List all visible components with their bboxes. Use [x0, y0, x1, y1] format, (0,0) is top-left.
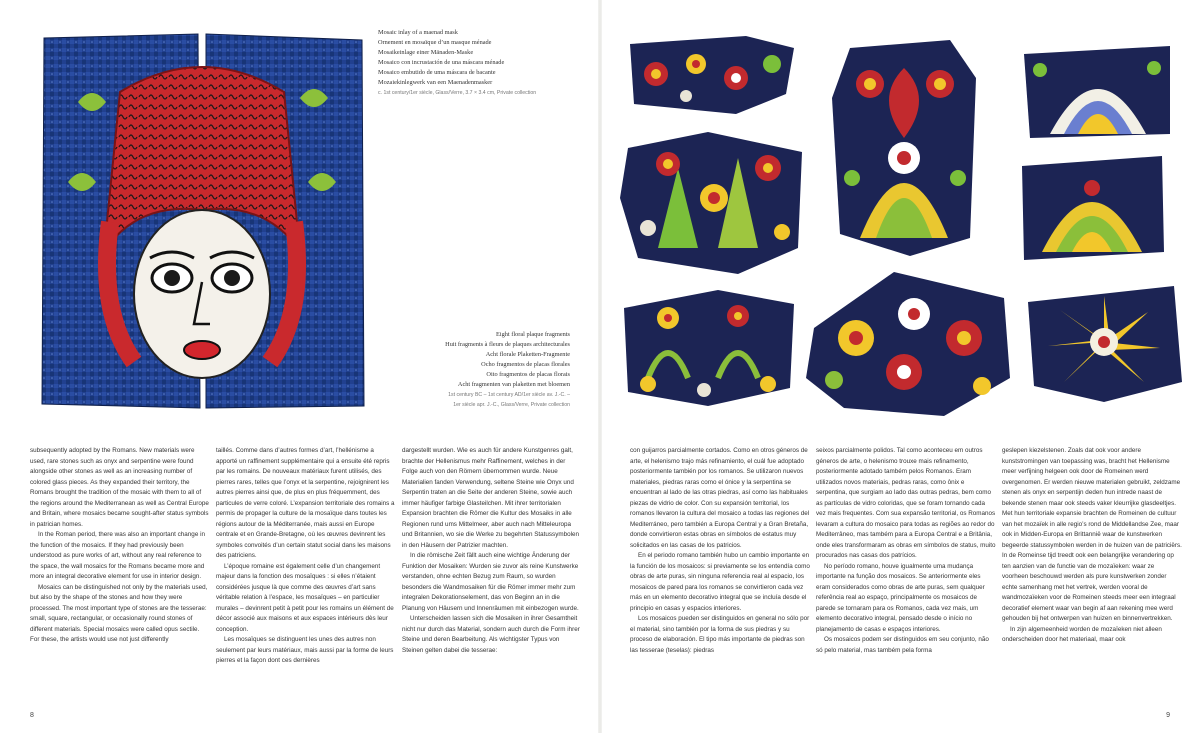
floral-caption — [400, 330, 570, 410]
paragraph: In zijn algemeenheid worden de mozaïeken niet alleen onderscheiden door het materiaal, maar ook — [1002, 625, 1162, 643]
floral-caption-meta: 1er siècle apr. J.-C., Glass/Verre, Private collection — [453, 402, 570, 408]
paragraph: Os mosaicos podem ser distinguidos em seu conjunto, não só pelo material, mas também pela forma — [816, 636, 989, 654]
paragraph: con guijarros parcialmente cortados. Como en otros géneros de arte, el helenismo trajo más refinamiento, el cuál fue adoptado posteriormente también por los romanos. Se utilizaron nuevos materiales, piedras raras como el ónice y la serpentina se encuentran al lado de las otras piedras, así como las habituales piezas de vidrio de color. Con su expansión territorial, los romanos llevaron la cultura del mosaico a todas las regiones del Mediterráneo, pero también a Europa Central y a Gran Bretaña, donde convirtieron estas obras en símbolos de estatus muy solicitados en las casas de los patricios. — [630, 447, 810, 549]
floral-caption-line: Acht florale Plaketten-Fragmente — [485, 351, 570, 358]
paragraph: No período romano, houve igualmente uma mudança importante na função dos mosaicos. Se anteriormente eles eram considerados como obras de arte puras, sem qualquer referência real ao espaço, principalmente os mosaicos de parede se tornaram para os Romanos, cada vez mais, um elemento decorativo integral, pensado desde o início no planejamento de casas e espaços interiores. — [816, 562, 985, 633]
paragraph: L’époque romaine est également celle d’un changement majeur dans la fonction des mosaïques : si elles n’étaient considérées jusque là que comme des œuvres d’art sans véritable relation à l’espace, les mosaïques – en particulier murales – devinrent petit à petit pour les romains un élément de décor associé aux maisons et aux espaces intérieurs dès leur conception. — [216, 562, 394, 633]
paragraph: In die römische Zeit fällt auch eine wichtige Änderung der Funktion der Mosaiken: Wurden sie zuvor als reine Kunstwerke verstanden, ohne echten Bezug zum Raum, so wurden besonders die Wandmosaiken für die Römer immer mehr zum integralen Dekorationselement, das von Beginn an in die Planung von Häusern und Innenräumen mit einbezogen wurde. — [402, 552, 579, 612]
mask-caption-line: Mozaiekinlegwerk van een Maenadenmasker — [378, 79, 493, 86]
floral-caption-line: Acht fragmenten van plaketten met bloemen — [457, 381, 570, 388]
floral-caption-line: Ocho fragmentos de placas florales — [481, 361, 570, 368]
mask-caption-line: Mosaico con incrustación de una máscara ménade — [378, 59, 505, 66]
text-column-french — [216, 446, 396, 692]
mask-caption-line: Mosaic inlay of a maenad mask — [378, 29, 458, 36]
mask-caption-meta: c. 1st century/1er siècle, Glass/Verre, 3.7 × 3.4 cm, Private collection — [378, 90, 537, 96]
floral-caption-line: Eight floral plaque fragments — [496, 331, 570, 338]
floral-fragment-7 — [1016, 152, 1168, 264]
floral-fragment-3 — [618, 288, 800, 408]
book-gutter — [598, 0, 602, 733]
paragraph: Los mosaicos pueden ser distinguidos en general no sólo por el material, sino también por la forma de sus piedras y su proceso de elaboración. El tipo más importante de piedras son las tesserae (teselas): piedras — [630, 615, 810, 654]
floral-fragment-5 — [804, 268, 1014, 418]
text-column-english — [30, 446, 210, 692]
text-column-german — [402, 446, 582, 692]
maenad-mask-mosaic-image — [38, 32, 366, 410]
mask-caption-line: Ornement en mosaïque d’un masque ménade — [378, 39, 492, 46]
floral-fragment-6 — [1020, 44, 1176, 140]
text-column-portuguese — [816, 446, 996, 692]
page-number-right: 9 — [1166, 712, 1170, 719]
paragraph: dargestellt wurden. Wie es auch für andere Kunstgenres galt, brachte der Hellenismus mehr Raffinement, welches in der Folge auch von den Römern übernommen wurde. Neue Materialien fanden Verwendung, seltene Steine wie Onyx und Serpentin traten an die Seite der anderen Steine, sowie auch immer häufiger farbige Glasteilchen. Mit ihrer territorialen Expansion brachten die Römer die Kultur des Mosaiks in alle Regionen rund ums Mittelmeer, aber auch nach Mitteleuropa und Britannien, wo sie die Werke zu begehrten Statussymbolen in den Häusern der Patrizier machten. — [402, 447, 579, 549]
paragraph: En el periodo romano también hubo un cambio importante en la función de los mosaicos: si previamente se los entendía como obras de arte puras, sin ninguna referencia real al espacio, los mosaicos de pared para los romanos se convirtieron cada vez más en un elemento decorativo integral que se incluía desde el principio en casas y espacios interiores. — [630, 552, 810, 612]
floral-fragment-4 — [830, 38, 978, 258]
paragraph: Mosaics can be distinguished not only by the materials used, but also by the shape of the stones and how they were processed. The most important type of stones are the tesserae: small, square, rectangular, or occasionally round stones of different materials. Special mosaics were called opus sectile. For these, the artists would use not just differently — [30, 583, 208, 643]
mask-caption-line: Mosaikeinlage einer Mänaden-Maske — [378, 49, 474, 56]
floral-fragment-2 — [618, 128, 808, 276]
page-number-left: 8 — [30, 712, 34, 719]
paragraph: Les mosaïques se distinguent les unes des autres non seulement par leurs matériaux, mais aussi par la forme de leurs pierres et la façon dont ces dernières — [216, 636, 394, 664]
text-column-dutch — [1002, 446, 1182, 692]
floral-caption-line: Oito fragmentos de placas florais — [486, 371, 570, 378]
paragraph: geslepen kiezelstenen. Zoals dat ook voor andere kunststromingen van toepassing was, bracht het Hellenisme meer verfijning helgeen ook door de Romeinen werd overgenomen. Er werden nieuwe materialen gebruikt, zeldzame stenen als onyx en serpentijn deden hun intrede naast de bekende stenen maar ook steeds vaker kleurrijke glasdeeltjes. Met hun territoriale expansie brachten de Romeinen de cultuur van het mozaïek in alle regio’s rond de Middellandse Zee, maar ook in Midden-Europa en Brittannië waar de kunstwerken begeerde statussymbolen werden in de huizen van de patriciërs. In de Romeinse tijd treedt ook een belangrijke verandering op ten aanzien van de functie van de mozaïeken: waar ze voorheen beschouwd werden als pure kunstwerken zonder echte samenhang met het vertrek, werden vooral de wandmozaïeken voor de Romeinen steeds meer een integraal decoratief element waar van begin af aan rekening mee werd gehouden bij het ontwerpen van huizen en binnenvertrekken. — [1002, 447, 1182, 622]
floral-fragment-8 — [1024, 282, 1184, 404]
paragraph: Unterscheiden lassen sich die Mosaiken in ihrer Gesamtheit nicht nur durch das Material, sondern auch durch die Form ihrer Steine und deren Bearbeitung. Als wichtigster Typus von Steinen gelten dabei die tesserae: — [402, 615, 580, 654]
mask-caption — [378, 28, 593, 98]
paragraph: In the Roman period, there was also an important change in the function of the mosaics. If they had previously been understood as pure works of art, without any real reference to the space, the wall mosaics for the Romans became more and more an integral decorative element for use in interior design. — [30, 531, 205, 580]
paragraph: taillés. Comme dans d’autres formes d’art, l’hellénisme a apporté un raffinement supplémentaire qui a ensuite été repris par les romains. De nouveaux matériaux furent utilisés, des pierres rares, telles que l’onyx et la serpentine, rejoignirent les autres pierres ainsi que, de plus en plus fréquemment, des particules de verre coloré. L’expansion territoriale des romains a permis de propager la culture de la mosaïque dans toutes les régions autour de la Méditerranée, mais aussi en Europe centrale et en Grande-Bretagne, où les œuvres devinrent les symboles convoités d’un certain statut social dans les maisons des patriciens. — [216, 447, 395, 559]
floral-fragment-1 — [626, 34, 798, 116]
floral-caption-line: Huit fragments à fleurs de plaques architecturales — [445, 341, 570, 348]
paragraph: subsequently adopted by the Romans. New materials were used, rare stones such as onyx and serpentine were found alongside other stones as well as an increasing number of colored glass pieces. As they expanded their territory, the Romans brought the tradition of the mosaic with them to all of the regions around the Mediterranean as well as Central Europe and Britain, where mosaics became sought-after status symbols in patrician homes. — [30, 447, 209, 528]
floral-caption-meta: 1st century BC – 1st century AD/1er siècle av. J.-C. – — [448, 392, 570, 398]
mask-caption-line: Mosaico embutido de uma máscara de bacante — [378, 69, 496, 76]
paragraph: seixos parcialmente polidos. Tal como aconteceu em outros géneros de arte, o helenismo trouxe mais refinamento, posteriormente adotado também pelos Romanos. Eram utilizados novos materiais, pedras raras, como ônix e serpentina, que surgiam ao lado das outras pedras, bem como as partículas de vidro coloridas, que se foram tornando cada vez mais frequentes. Com sua expansão territorial, os Romanos levaram a cultura do mosaico para todas as regiões ao redor do Mediterrâneo, mas também para a Europa Central e a Britânia, onde eles transformaram as obras em símbolos de status, muito procurados nas casas dos patrícios. — [816, 447, 996, 559]
text-column-spanish — [630, 446, 810, 692]
